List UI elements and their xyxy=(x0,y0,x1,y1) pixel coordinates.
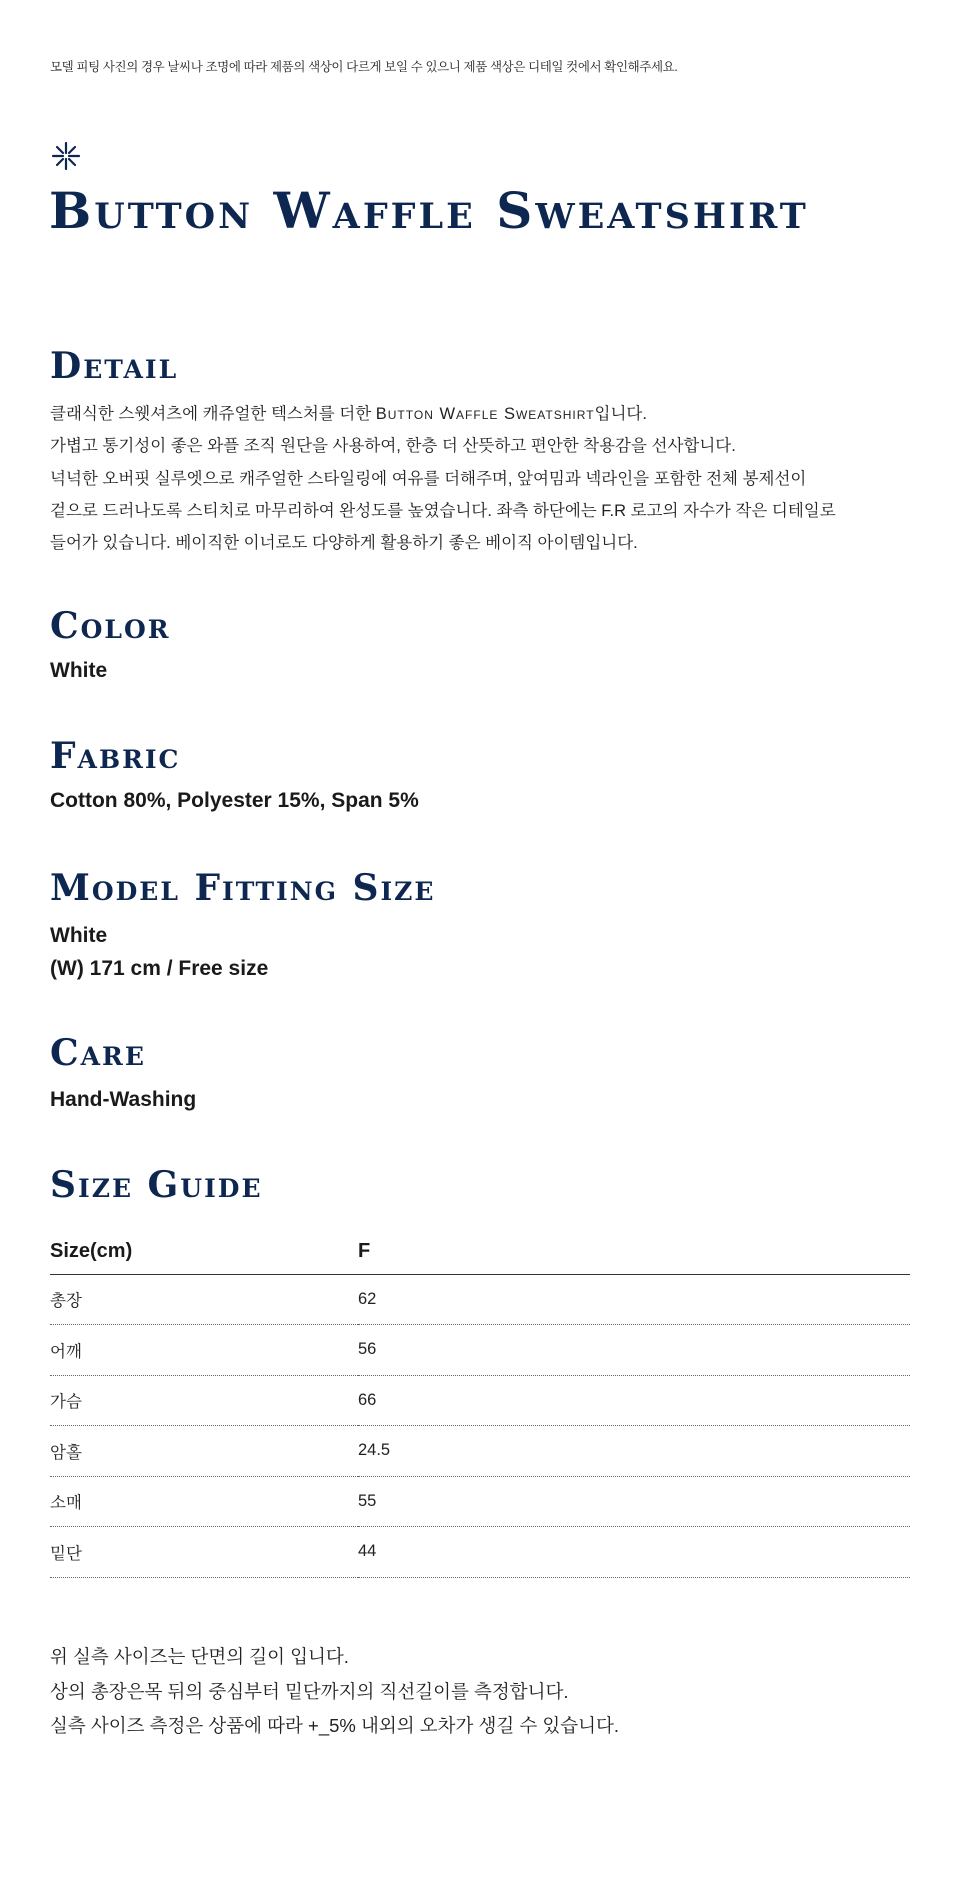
size-measure-label: 소매 xyxy=(50,1476,358,1527)
size-guide-heading: Size Guide xyxy=(50,1164,263,1206)
color-value: White xyxy=(50,659,108,682)
fabric-value: Cotton 80%, Polyester 15%, Span 5% xyxy=(50,789,419,812)
color-notice: 모델 피팅 사진의 경우 날씨나 조명에 따라 제품의 색상이 다르게 보일 수 있으니 제품 색상은 디테일 컷에서 확인해주세요. xyxy=(50,60,678,74)
model-fitting-heading: Model Fitting Size xyxy=(50,867,436,909)
care-value: Hand-Washing xyxy=(50,1088,197,1111)
detail-line-2: 가볍고 통기성이 좋은 와플 조직 원단을 사용하여, 한층 더 산뜻하고 편안한 착용감을 선사합니다. xyxy=(50,437,736,456)
model-fitting-value xyxy=(50,920,268,985)
table-row xyxy=(50,1426,910,1477)
asterisk-star-icon xyxy=(50,140,82,172)
size-measure-label: 암홀 xyxy=(50,1426,358,1477)
table-row xyxy=(50,1476,910,1527)
size-measure-value: 44 xyxy=(358,1527,910,1578)
size-measure-label: 총장 xyxy=(50,1274,358,1325)
detail-line-4: 겉으로 드러나도록 스티치로 마무리하여 완성도를 높였습니다. 좌측 하단에는 F.R 로고의 자수가 작은 디테일로 xyxy=(50,501,836,520)
fabric-heading: Fabric xyxy=(50,735,181,777)
size-header-f: F xyxy=(358,1230,910,1274)
size-measure-value: 56 xyxy=(358,1325,910,1376)
table-row xyxy=(50,1274,910,1325)
detail-description xyxy=(50,398,836,559)
size-measure-value: 66 xyxy=(358,1375,910,1426)
size-measure-value: 55 xyxy=(358,1476,910,1527)
detail-line-5: 들어가 있습니다. 베이직한 이너로도 다양하게 활용하기 좋은 베이직 아이템입니다. xyxy=(50,534,638,553)
model-fitting-color: White xyxy=(50,924,108,947)
size-measure-value: 62 xyxy=(358,1274,910,1325)
detail-line-3: 넉넉한 오버핏 실루엣으로 캐주얼한 스타일링에 여유를 더해주며, 앞여밈과 넥라인을 포함한 전체 봉제선이 xyxy=(50,469,807,488)
detail-line-1: 클래식한 스웻셔츠에 캐쥬얼한 텍스처를 더한 Button Waffle Sweatshirt입니다. xyxy=(50,405,647,423)
size-table xyxy=(50,1230,910,1578)
size-table-header xyxy=(50,1230,910,1274)
color-heading: Color xyxy=(50,605,171,647)
detail-product-name: Button Waffle Sweatshirt xyxy=(375,405,595,423)
detail-heading: Detail xyxy=(50,345,179,387)
table-row xyxy=(50,1527,910,1578)
product-title: Button Waffle Sweatshirt xyxy=(49,181,809,240)
care-heading: Care xyxy=(50,1032,146,1074)
size-measure-label: 밑단 xyxy=(50,1527,358,1578)
model-fitting-size: (W) 171 cm / Free size xyxy=(50,956,269,980)
size-note-1: 위 실측 사이즈는 단면의 길이 입니다. xyxy=(50,1646,349,1667)
size-measure-value: 24.5 xyxy=(358,1426,910,1477)
size-measure-label: 어깨 xyxy=(50,1325,358,1376)
size-notes xyxy=(50,1640,619,1744)
size-header-label: Size(cm) xyxy=(50,1230,358,1274)
size-note-2: 상의 총장은목 뒤의 중심부터 밑단까지의 직선길이를 측정합니다. xyxy=(50,1680,569,1702)
size-measure-label: 가슴 xyxy=(50,1375,358,1426)
table-row xyxy=(50,1325,910,1376)
table-row xyxy=(50,1375,910,1426)
size-note-3: 실측 사이즈 측정은 상품에 따라 +_5% 내외의 오차가 생길 수 있습니다. xyxy=(50,1715,620,1736)
